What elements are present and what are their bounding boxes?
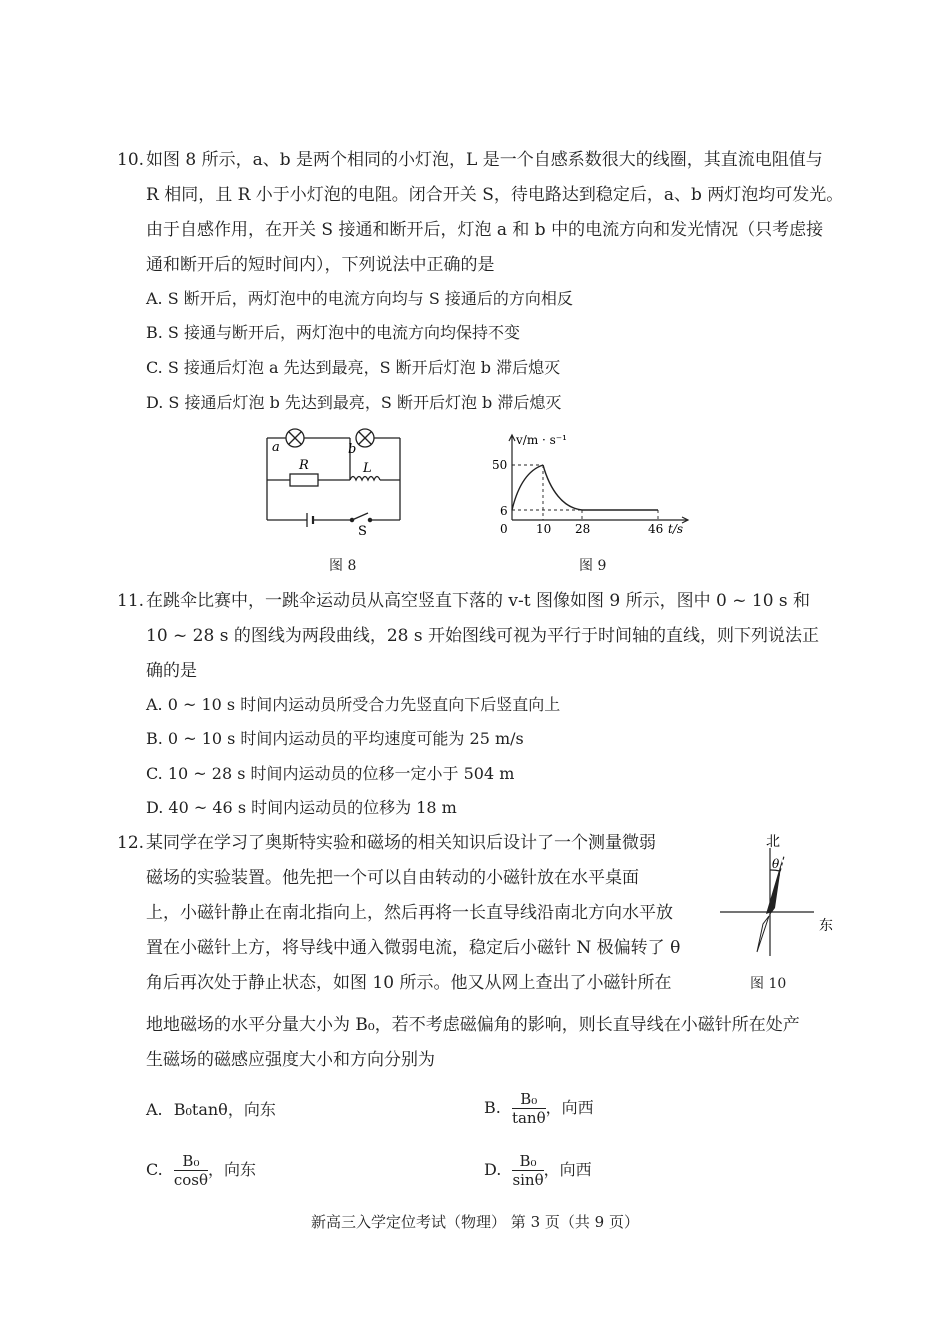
figure-10-caption: 图 10 [750,976,787,992]
q12-option-b [484,1090,594,1127]
q12-line-5: 角后再次处于静止状态，如图 10 所示。他又从网上查出了小磁针所在 [146,973,672,993]
fig8-label-S: S [358,524,367,539]
q12-option-d-direction: ，向西 [543,1160,592,1179]
figure-9-vt-graph [488,430,698,540]
q12-option-b-fraction [512,1090,546,1127]
q12-line-7: 生磁场的磁感应强度大小和方向分别为 [146,1050,435,1070]
q12-option-c-label: C. [146,1160,163,1179]
q12-option-d [484,1152,592,1189]
q11-line-3: 确的是 [146,661,197,681]
fig8-label-R: R [299,458,309,473]
q12-option-b-numerator: B₀ [512,1090,546,1109]
q12-option-c-numerator: B₀ [174,1152,208,1171]
fig10-east-label: 东 [819,918,833,934]
q12-option-b-direction: ，向西 [545,1098,594,1117]
fig9-ytick-6: 6 [500,504,508,518]
q12-option-a [146,1099,276,1121]
q10-line-4: 通和断开后的短时间内），下列说法中正确的是 [146,255,495,275]
figure-8-caption: 图 8 [329,558,357,574]
q12-option-c [146,1152,256,1189]
fig10-theta-label: θ [772,857,780,871]
q12-line-3: 上，小磁针静止在南北指向上，然后再将一长直导线沿南北方向水平放 [146,903,673,923]
figure-8-circuit [250,425,410,540]
fig8-label-L: L [363,461,372,476]
q12-line-2: 磁场的实验装置。他先把一个可以自由转动的小磁针放在水平桌面 [146,868,639,888]
q11-line-2: 10 ~ 28 s 的图线为两段曲线，28 s 开始图线可视为平行于时间轴的直线，则下列说法正 [146,626,820,646]
q11-option-a: A. 0 ~ 10 s 时间内运动员所受合力先竖直向下后竖直向上 [146,695,561,714]
q12-line-6: 地地磁场的水平分量大小为 B₀，若不考虑磁偏角的影响，则长直导线在小磁针所在处产 [146,1015,800,1035]
q12-option-c-denominator: cosθ [173,1171,209,1189]
q12-option-c-direction: ，向东 [208,1160,257,1179]
q12-option-a-text: B₀tanθ，向东 [173,1100,276,1119]
q12-number: 12. [117,833,145,853]
q12-option-d-label: D. [484,1160,502,1179]
fig8-label-b: b [348,442,357,457]
page-footer: 新高三入学定位考试（物理） 第 3 页（共 9 页） [311,1213,639,1231]
q11-number: 11. [117,591,145,611]
fig8-label-a: a [272,440,280,455]
fig9-xtick-28: 28 [575,522,591,536]
figure-10-compass [712,828,847,963]
q12-option-b-label: B. [484,1098,501,1117]
q12-option-c-fraction [174,1152,208,1189]
fig10-north-label: 北 [766,834,780,850]
q10-option-a: A. S 断开后，两灯泡中的电流方向均与 S 接通后的方向相反 [146,289,573,308]
q10-number: 10. [117,150,145,170]
q12-line-1: 某同学在学习了奥斯特实验和磁场的相关知识后设计了一个测量微弱 [146,833,656,853]
q12-option-d-fraction [512,1152,543,1189]
q12-option-d-numerator: B₀ [512,1152,543,1171]
q12-option-d-denominator: sinθ [512,1171,544,1189]
q10-line-3: 由于自感作用，在开关 S 接通和断开后，灯泡 a 和 b 中的电流方向和发光情况（只考虑接 [146,220,824,240]
q12-option-a-label: A. [146,1100,163,1119]
fig9-xtick-46: 46 [648,522,664,536]
q12-option-b-denominator: tanθ [511,1109,546,1127]
q10-line-1: 如图 8 所示，a、b 是两个相同的小灯泡，L 是一个自感系数很大的线圈，其直流电阻值与 [146,150,823,170]
q10-option-c: C. S 接通后灯泡 a 先达到最亮，S 断开后灯泡 b 滞后熄灭 [146,358,561,377]
q10-option-d: D. S 接通后灯泡 b 先达到最亮，S 断开后灯泡 b 滞后熄灭 [146,393,562,412]
fig9-ytick-50: 50 [492,458,508,472]
q10-option-b: B. S 接通与断开后，两灯泡中的电流方向均保持不变 [146,323,520,342]
fig9-ylabel: v/m · s⁻¹ [516,433,567,447]
q11-line-1: 在跳伞比赛中，一跳伞运动员从高空竖直下落的 v-t 图像如图 9 所示，图中 0 ~ 10 s 和 [146,591,811,611]
q11-option-c: C. 10 ~ 28 s 时间内运动员的位移一定小于 504 m [146,764,515,783]
q10-line-2: R 相同，且 R 小于小灯泡的电阻。闭合开关 S，待电路达到稳定后，a、b 两灯泡均可发光。 [146,185,844,205]
q12-line-4: 置在小磁针上方，将导线中通入微弱电流，稳定后小磁针 N 极偏转了 θ [146,938,681,958]
q11-option-b: B. 0 ~ 10 s 时间内运动员的平均速度可能为 25 m/s [146,729,524,748]
fig9-xtick-10: 10 [536,522,552,536]
q11-option-d: D. 40 ~ 46 s 时间内运动员的位移为 18 m [146,798,457,817]
fig9-origin: 0 [500,522,508,536]
fig9-xlabel: t/s [668,522,684,536]
figure-9-caption: 图 9 [579,558,607,574]
